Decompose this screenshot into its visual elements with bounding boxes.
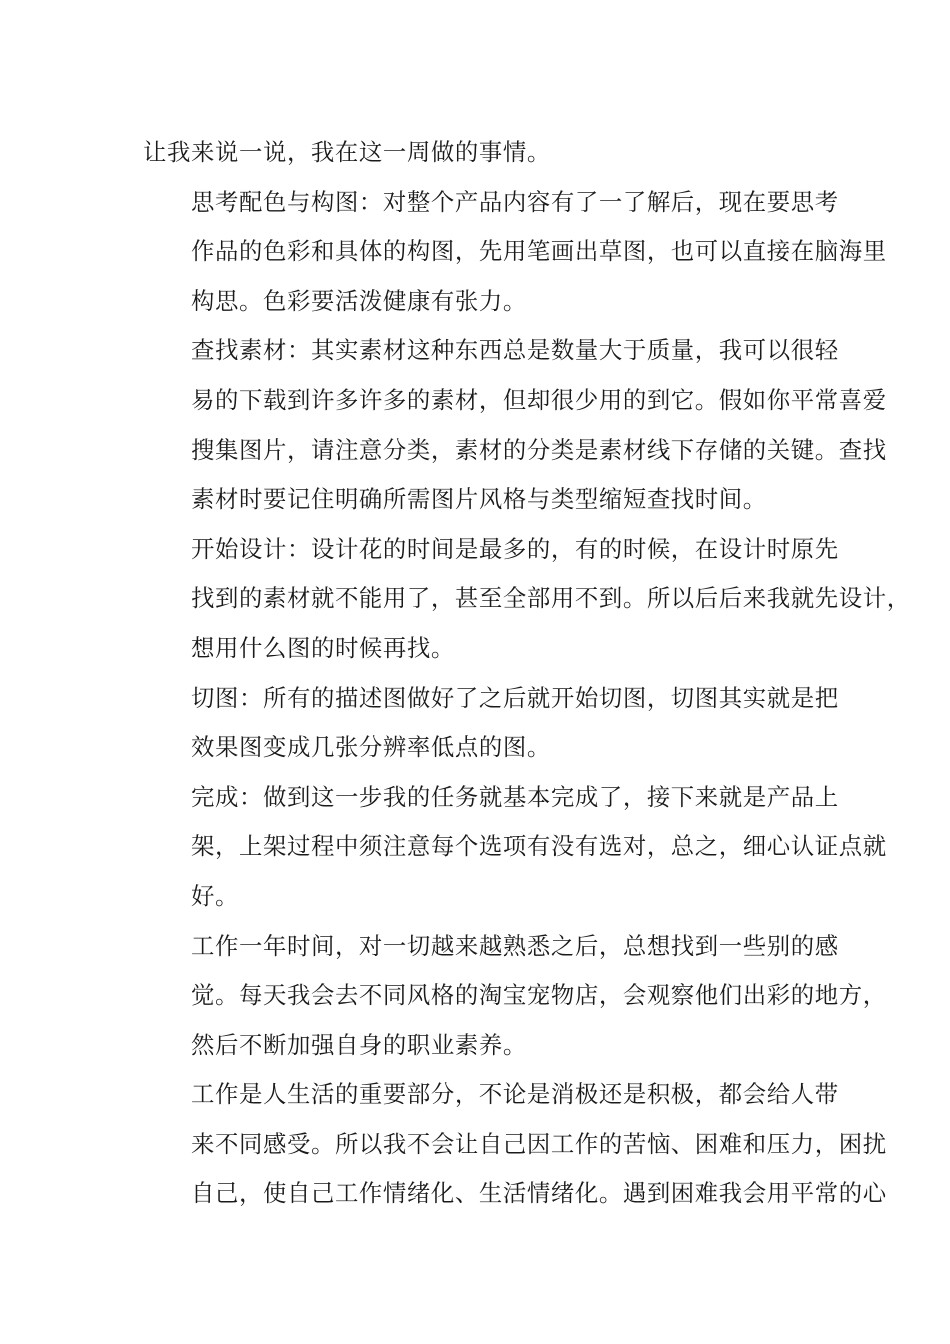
paragraph-slicing <box>143 674 839 773</box>
text-line: 搜集图片，请注意分类，素材的分类是素材线下存储的关键。查找 <box>191 435 887 464</box>
document-body <box>143 128 911 1219</box>
text-line: 然后不断加强自身的职业素养。 <box>191 1030 527 1059</box>
paragraph-one-year <box>143 922 887 1071</box>
paragraph-color-composition <box>143 178 887 327</box>
text-line: 素材时要记住明确所需图片风格与类型缩短查找时间。 <box>191 485 767 514</box>
text-line: 工作是人生活的重要部分，不论是消极还是积极，都会给人带 <box>191 1080 839 1109</box>
text-line: 作品的色彩和具体的构图，先用笔画出草图，也可以直接在脑海里 <box>191 237 887 266</box>
text-line: 觉。每天我会去不同风格的淘宝宠物店，会观察他们出彩的地方， <box>191 981 887 1010</box>
text-line: 自己，使自己工作情绪化、生活情绪化。遇到困难我会用平常的心 <box>191 1179 887 1208</box>
text-line: 效果图变成几张分辨率低点的图。 <box>191 733 551 762</box>
paragraph-work-life <box>143 1070 887 1219</box>
text-line: 切图：所有的描述图做好了之后就开始切图，切图其实就是把 <box>191 683 839 712</box>
text-line: 完成：做到这一步我的任务就基本完成了，接下来就是产品上 <box>191 782 839 811</box>
paragraph-complete <box>143 773 887 922</box>
paragraph-start-design <box>143 525 911 674</box>
text-line: 好。 <box>191 881 239 910</box>
text-line: 让我来说一说，我在这一周做的事情。 <box>143 138 551 166</box>
text-line: 工作一年时间，对一切越来越熟悉之后，总想找到一些别的感 <box>191 931 839 960</box>
text-line: 开始设计：设计花的时间是最多的，有的时候，在设计时原先 <box>191 534 839 563</box>
text-line: 想用什么图的时候再找。 <box>191 633 455 662</box>
paragraph-find-materials <box>143 326 887 524</box>
text-line: 来不同感受。所以我不会让自己因工作的苦恼、困难和压力，困扰 <box>191 1129 887 1158</box>
text-line: 构思。色彩要活泼健康有张力。 <box>191 286 527 315</box>
paragraph-intro <box>143 128 823 178</box>
text-line: 易的下载到许多许多的素材，但却很少用的到它。假如你平常喜爱 <box>191 385 887 414</box>
text-line: 查找素材：其实素材这种东西总是数量大于质量，我可以很轻 <box>191 336 839 365</box>
text-line: 架，上架过程中须注意每个选项有没有选对，总之，细心认证点就 <box>191 832 887 861</box>
text-line: 思考配色与构图：对整个产品内容有了一了解后，现在要思考 <box>191 187 839 216</box>
text-line: 找到的素材就不能用了，甚至全部用不到。所以后后来我就先设计， <box>191 584 911 613</box>
